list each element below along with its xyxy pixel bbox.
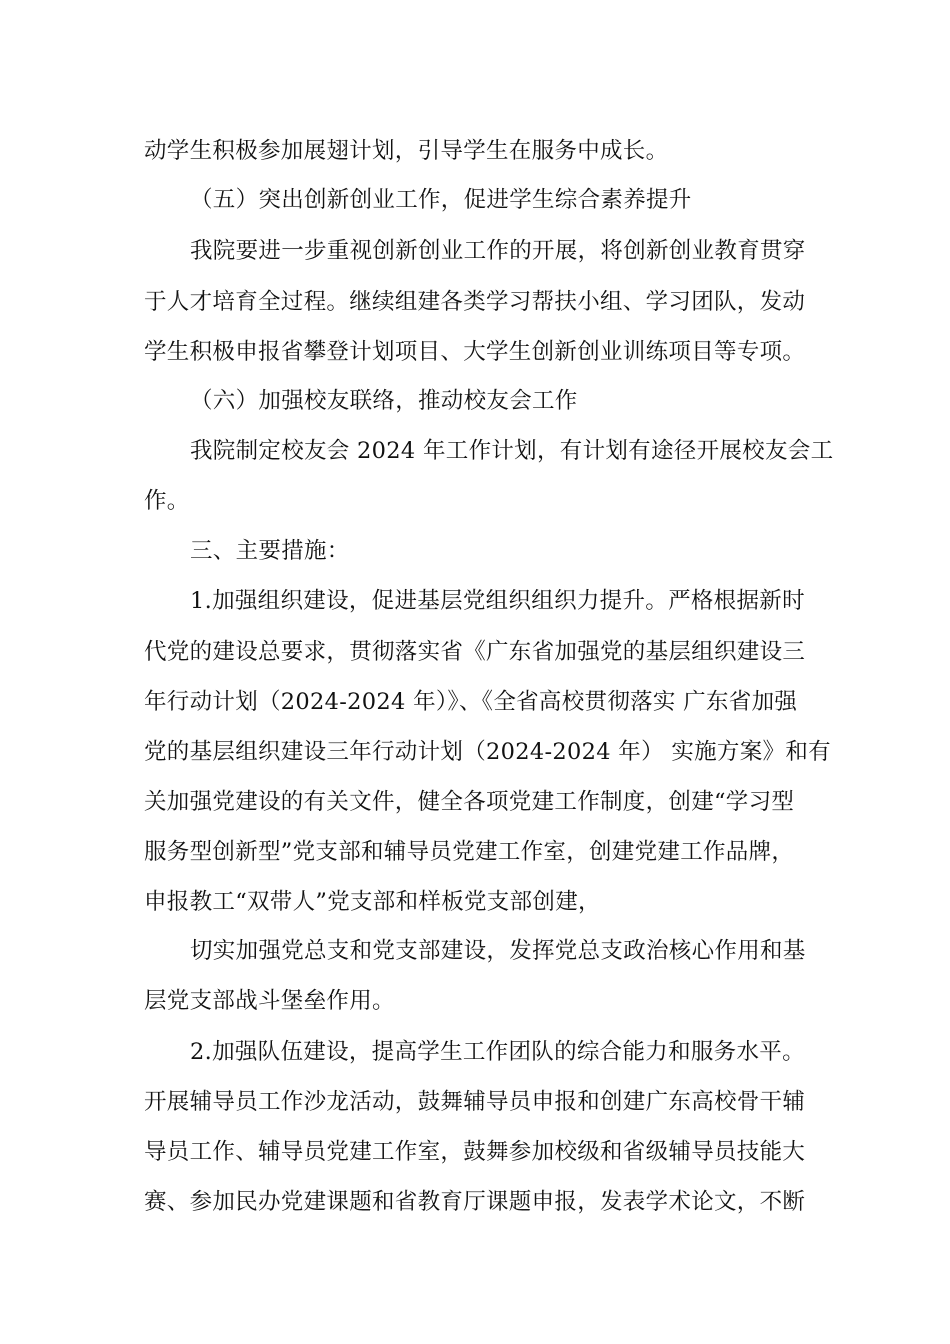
- paragraph-line: 开展辅导员工作沙龙活动，鼓舞辅导员申报和创建广东高校骨干辅: [144, 1089, 806, 1115]
- paragraph-line: 年行动计划（2024-2024 年）》、《全省高校贯彻落实 广东省加强: [144, 689, 798, 715]
- paragraph-line: 导员工作、辅导员党建工作室，鼓舞参加校级和省级辅导员技能大: [144, 1139, 806, 1165]
- paragraph-line: 1.加强组织建设，促进基层党组织组织力提升。严格根据新时: [190, 588, 805, 614]
- paragraph-line: 切实加强党总支和党支部建设，发挥党总支政治核心作用和基: [190, 938, 806, 964]
- paragraph-line: 代党的建设总要求，贯彻落实省《广东省加强党的基层组织建设三: [144, 639, 806, 665]
- paragraph-line: 我院要进一步重视创新创业工作的开展，将创新创业教育贯穿: [190, 238, 806, 264]
- paragraph-line: 于人才培育全过程。继续组建各类学习帮扶小组、学习团队，发动: [144, 289, 806, 315]
- paragraph-line: 党的基层组织建设三年行动计划（2024-2024 年） 实施方案》和有: [144, 739, 831, 765]
- section-heading: 三、主要措施：: [190, 538, 350, 564]
- paragraph-line: 层党支部战斗堡垒作用。: [144, 988, 395, 1014]
- paragraph-line: 关加强党建设的有关文件，健全各项党建工作制度，创建“学习型: [144, 789, 795, 815]
- paragraph-line: 赛、参加民办党建课题和省教育厅课题申报，发表学术论文，不断: [144, 1189, 806, 1215]
- paragraph-line: 动学生积极参加展翅计划，引导学生在服务中成长。: [144, 138, 669, 164]
- paragraph-line: 作。: [144, 488, 190, 514]
- paragraph-line: 2.加强队伍建设，提高学生工作团队的综合能力和服务水平。: [190, 1039, 805, 1065]
- paragraph-line: 我院制定校友会 2024 年工作计划，有计划有途径开展校友会工: [190, 438, 834, 464]
- paragraph-line: 申报教工“双带人”党支部和样板党支部创建，: [144, 889, 601, 915]
- paragraph-line: 服务型创新型”党支部和辅导员党建工作室，创建党建工作品牌，: [144, 839, 795, 865]
- section-heading: （六）加强校友联络，推动校友会工作: [190, 388, 578, 414]
- paragraph-line: 学生积极申报省攀登计划项目、大学生创新创业训练项目等专项。: [144, 339, 806, 365]
- section-heading: （五）突出创新创业工作，促进学生综合素养提升: [190, 187, 692, 213]
